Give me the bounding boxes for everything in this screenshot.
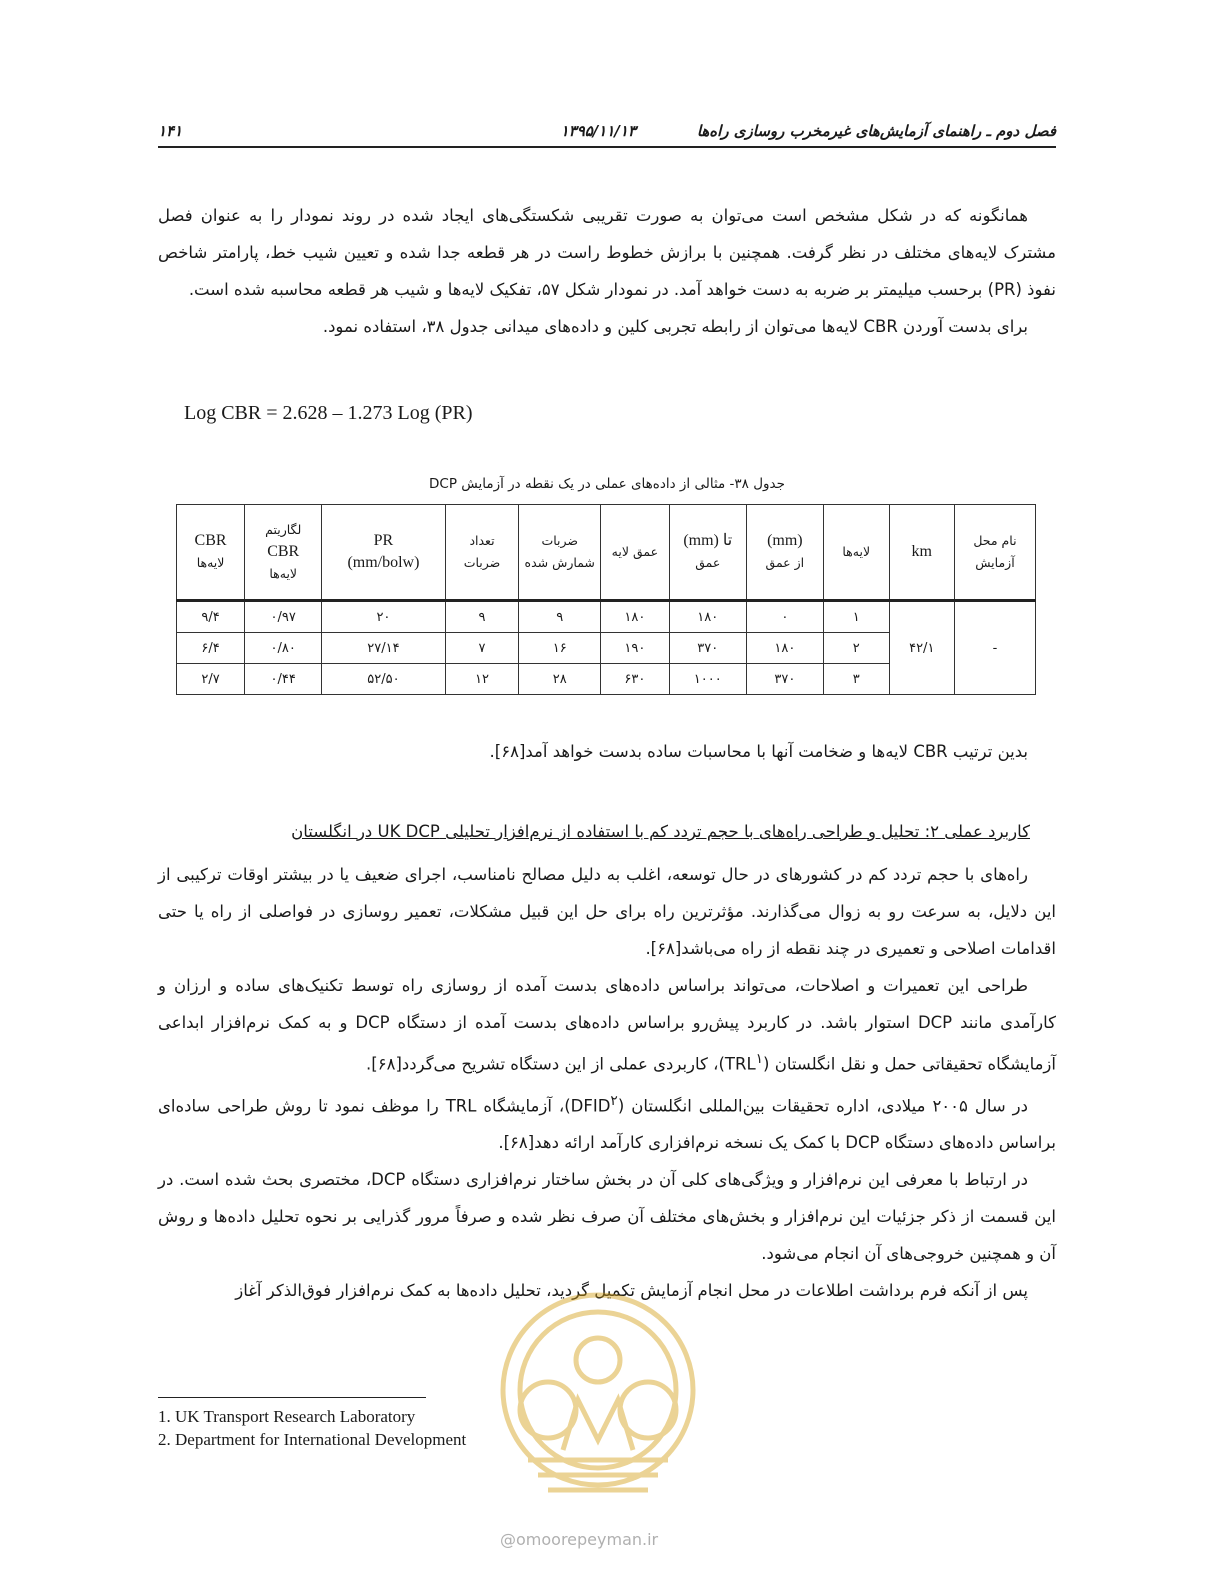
- cell-from: ۱۸۰: [746, 633, 823, 664]
- cell-from: ۰: [746, 601, 823, 633]
- cell-pr: ۵۲/۵۰: [322, 664, 445, 695]
- intro-paragraph-1: همانگونه که در شکل مشخص است می‌توان به صورت تقریبی شکستگی‌های ایجاد شده در روند نمودار را به عنوان فصل مشترک لایه‌های مختلف در نظر گرفت. همچنین با برازش خطوط راست در هر قطعه جدا شده و تعیین شیب خط، پارامتر شاخص نفوذ (PR) برحسب میلیمتر بر ضربه به دست خواهد آمد. در نمودار شکل ۵۷، تفکیک لایه‌ها و شیب هر قطعه محاسبه شده است.: [158, 206, 1056, 299]
- table-row: [177, 601, 1036, 633]
- header-location: نام محل آزمایش: [954, 505, 1035, 601]
- cbr-formula: Log CBR = 2.628 – 1.273 Log (PR): [184, 402, 473, 424]
- cell-counted: ۱۶: [519, 633, 601, 664]
- header-to-depth: تا (mm) عمق: [669, 505, 746, 601]
- section-paragraph-3: در سال ۲۰۰۵ میلادی، اداره تحقیقات بین‌المللی انگلستان (DFID$^۲$)، آزمایشگاه TRL را موظف نمود تا روش طراحی ساده‌ای براساس داده‌های دستگاه DCP با کمک یک نسخه نرم‌افزاری کارآمد ارائه دهد[۶۸].: [158, 1092, 1056, 1152]
- header-from-depth: (mm) از عمق: [746, 505, 823, 601]
- cell-blows: ۷: [445, 633, 519, 664]
- section-paragraph-4: در ارتباط با معرفی این نرم‌افزار و ویژگی‌های کلی آن در بخش ساختار نرم‌افزاری دستگاه DCP، مختصری بحث شده است. در این قسمت از ذکر جزئیات این نرم‌افزار و بخش‌های مختلف آن صرف نظر شده و صرفاً مرور گذرایی بر نحوه تحلیل داده‌ها و روش آن و همچنین خروجی‌های آن انجام می‌شود.: [158, 1170, 1056, 1263]
- cell-depth: ۱۹۰: [601, 633, 670, 664]
- chapter-title: فصل دوم ـ راهنمای آزمایش‌های غیرمخرب روسازی راه‌ها: [696, 122, 1056, 140]
- footnote-1: 1. UK Transport Research Laboratory: [158, 1407, 416, 1426]
- cell-km: ۴۲/۱: [889, 601, 954, 695]
- header-log-cbr: لگاریتم CBR لایه‌ها: [245, 505, 322, 601]
- cell-to: ۱۸۰: [669, 601, 746, 633]
- cell-cbr: ۶/۴: [177, 633, 245, 664]
- cell-from: ۳۷۰: [746, 664, 823, 695]
- cell-to: ۱۰۰۰: [669, 664, 746, 695]
- section-paragraph-5: پس از آنکه فرم برداشت اطلاعات در محل انجام آزمایش تکمیل گردید، تحلیل داده‌ها به کمک نرم‌افزار فوق‌الذکر آغاز: [235, 1281, 1028, 1300]
- footnote-2: 2. Department for International Development: [158, 1430, 467, 1449]
- cell-cbr: ۲/۷: [177, 664, 245, 695]
- cell-to: ۳۷۰: [669, 633, 746, 664]
- table-caption: جدول ۳۸- مثالی از داده‌های عملی در یک نقطه در آزمایش DCP: [429, 476, 785, 492]
- header-pr: PR (mm/bolw): [322, 505, 445, 601]
- cell-logcbr: ۰/۴۴: [245, 664, 322, 695]
- after-table-block: [158, 733, 1056, 770]
- footnote-ref-1[interactable]: ۱: [755, 1051, 764, 1067]
- footnote-ref-2[interactable]: ۲: [610, 1092, 618, 1109]
- page-header: [158, 120, 1056, 150]
- cell-blows: ۹: [445, 601, 519, 633]
- cell-layer: ۳: [823, 664, 889, 695]
- table-header-row: [177, 505, 1036, 601]
- cell-logcbr: ۰/۹۷: [245, 601, 322, 633]
- cell-location: -: [954, 601, 1035, 695]
- section-paragraph-2: طراحی این تعمیرات و اصلاحات، می‌تواند براساس داده‌های بدست آمده از روسازی راه توسط تکنیک‌های ساده و ارزان و کارآمدی مانند DCP استوار باشد. در کاربرد پیش‌رو براساس داده‌های بدست آمده از دستگاه DCP و به کمک نرم‌افزار ابداعی آزمایشگاه تحقیقاتی حمل و نقل انگلستان (TRL$^۱$)، کاربردی عملی از این دستگاه تشریح می‌گردد[۶۸].: [158, 976, 1056, 1074]
- header-layers: لایه‌ها: [823, 505, 889, 601]
- header-cbr: CBR لایه‌ها: [177, 505, 245, 601]
- cell-pr: ۲۷/۱۴: [322, 633, 445, 664]
- dcp-data-table: [176, 504, 1036, 695]
- footnote-rule: [158, 1397, 426, 1398]
- section-paragraph-1: راه‌های با حجم تردد کم در کشورهای در حال توسعه، اغلب به دلیل مصالح نامناسب، اجرای ضعیف یا در بیشتر اوقات ترکیبی از این دلایل، به سرعت رو به زوال می‌گذارند. مؤثرترین راه برای حل این قبیل مشکلات، تعمیر روسازی در فواصلی از راه یا حتی اقدامات اصلاحی و تعمیری در چند نقطه از راه می‌باشد[۶۸].: [158, 865, 1056, 958]
- section-body: [158, 856, 1056, 1309]
- footnotes: [158, 1405, 466, 1451]
- cell-cbr: ۹/۴: [177, 601, 245, 633]
- header-counted-blows: ضربات شمارش شده: [519, 505, 601, 601]
- header-date: ۱۳۹۵/۱۱/۱۳: [560, 122, 636, 140]
- cell-layer: ۲: [823, 633, 889, 664]
- cell-counted: ۲۸: [519, 664, 601, 695]
- cell-pr: ۲۰: [322, 601, 445, 633]
- header-km: km: [889, 505, 954, 601]
- header-layer-depth: عمق لایه: [601, 505, 670, 601]
- cell-depth: ۱۸۰: [601, 601, 670, 633]
- intro-block: [158, 197, 1056, 345]
- header-num-blows: تعداد ضربات: [445, 505, 519, 601]
- after-table-paragraph: بدین ترتیب CBR لایه‌ها و ضخامت آنها با محاسبات ساده بدست خواهد آمد[۶۸].: [489, 742, 1028, 761]
- section-title: کاربرد عملی ۲: تحلیل و طراحی راه‌های با حجم تردد کم با استفاده از نرم‌افزار تحلیلی UK DCP در انگلستان: [291, 822, 1030, 841]
- watermark-url: @omoorepeyman.ir: [500, 1530, 659, 1549]
- cell-depth: ۶۳۰: [601, 664, 670, 695]
- cell-blows: ۱۲: [445, 664, 519, 695]
- watermark-seal-icon: [488, 1250, 708, 1520]
- header-rule: [158, 146, 1056, 148]
- cell-layer: ۱: [823, 601, 889, 633]
- cell-logcbr: ۰/۸۰: [245, 633, 322, 664]
- cell-counted: ۹: [519, 601, 601, 633]
- page-number: ۱۴۱: [158, 122, 183, 140]
- intro-paragraph-2: برای بدست آوردن CBR لایه‌ها می‌توان از رابطه تجربی کلین و داده‌های میدانی جدول ۳۸، استفاده نمود.: [322, 317, 1028, 336]
